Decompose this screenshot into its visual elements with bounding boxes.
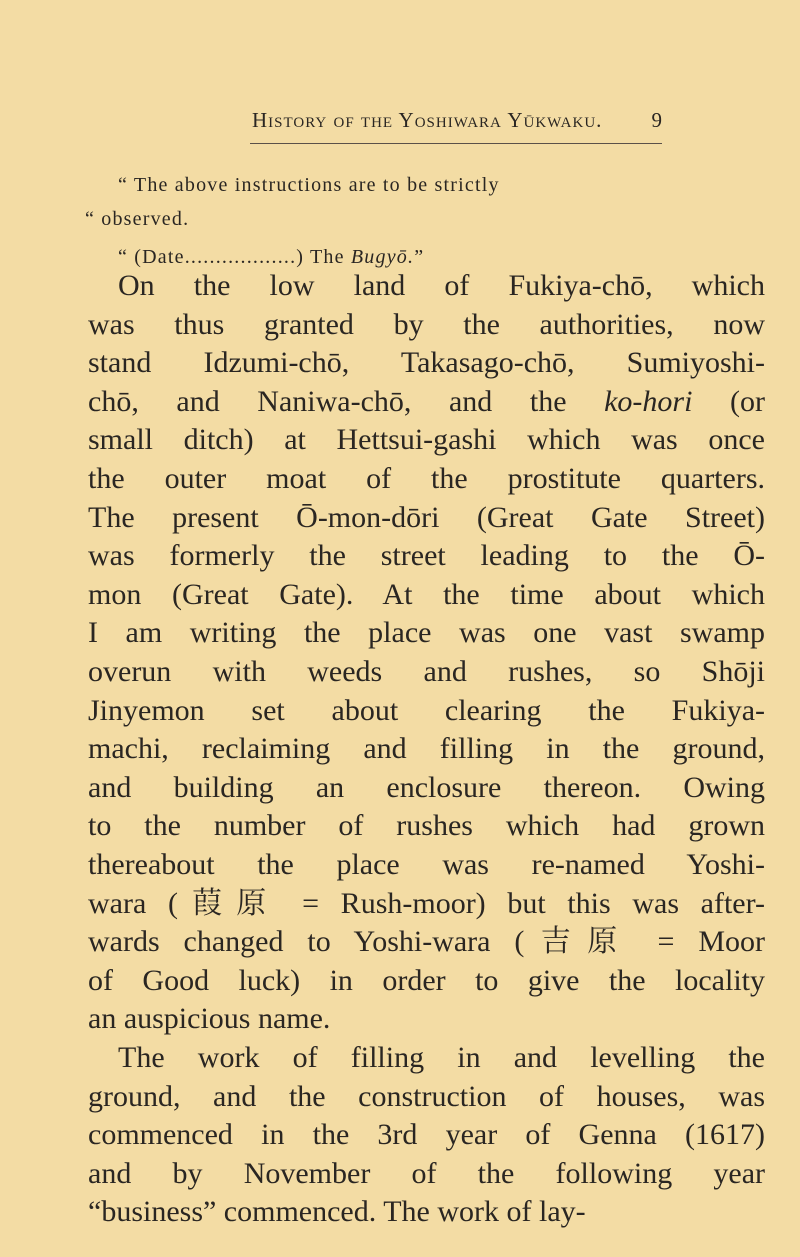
text-line: the outer moat of the prostitute quarters. (88, 462, 765, 495)
text-line: stand Idzumi-chō, Takasago-chō, Sumiyoshi- (88, 346, 765, 380)
italic-term: ko-hori (604, 384, 693, 418)
text-line: and by November of the following year (88, 1156, 765, 1190)
text-line: The work of filling in and levelling the (118, 1041, 765, 1074)
text-line: Jinyemon set about clearing the Fukiya- (88, 693, 765, 727)
text-line: wara (葭原 = Rush-moor) but this was after- (88, 886, 765, 920)
quote-line: “ observed. (85, 208, 190, 230)
text-line: “business” commenced. The work of lay- (88, 1195, 586, 1229)
text-line: thereabout the place was re-named Yoshi- (88, 848, 765, 881)
text-line: to the number of rushes which had grown (88, 809, 765, 843)
text-line: an auspicious name. (88, 1002, 331, 1036)
text-line (88, 384, 765, 420)
text-line: overun with weeds and rushes, so Shōji (88, 655, 765, 688)
page-number: 9 (651, 108, 662, 132)
quote-text: ” (414, 246, 425, 268)
text-line: commenced in the 3rd year of Genna (1617) (88, 1118, 765, 1152)
text-line: and building an enclosure thereon. Owing (88, 770, 765, 804)
text-line: was formerly the street leading to the Ō- (88, 539, 765, 573)
text-line: The present Ō-mon-dōri (Great Gate Street) (88, 500, 765, 534)
text-line: I am writing the place was one vast swamp (88, 616, 765, 650)
header-rule (250, 143, 662, 144)
text-line: of Good luck) in order to give the locality (88, 963, 765, 997)
text-line: small ditch) at Hettsui-gashi which was once (88, 423, 765, 457)
text-line: mon (Great Gate). At the time about which (88, 577, 765, 611)
text-segment: (or (692, 384, 765, 418)
text-line: was thus granted by the authorities, now (88, 307, 765, 341)
text-line: On the low land of Fukiya-chō, which (118, 269, 765, 302)
quote-line: “ The above instructions are to be strictly (118, 174, 500, 196)
text-line: wards changed to Yoshi-wara (吉原 = Moor (88, 925, 765, 959)
quote-text: “ (Date..................) The (118, 246, 351, 268)
text-line: machi, reclaiming and filling in the ground, (88, 732, 765, 766)
text-segment: chō, and Naniwa-chō, and the (88, 384, 605, 418)
text-line: ground, and the construction of houses, was (88, 1079, 765, 1113)
running-title: History of the Yoshiwara Yūkwaku. (252, 108, 603, 132)
running-header (252, 108, 662, 142)
quote-line (118, 246, 424, 269)
quote-italic: Bugyō. (350, 246, 415, 268)
